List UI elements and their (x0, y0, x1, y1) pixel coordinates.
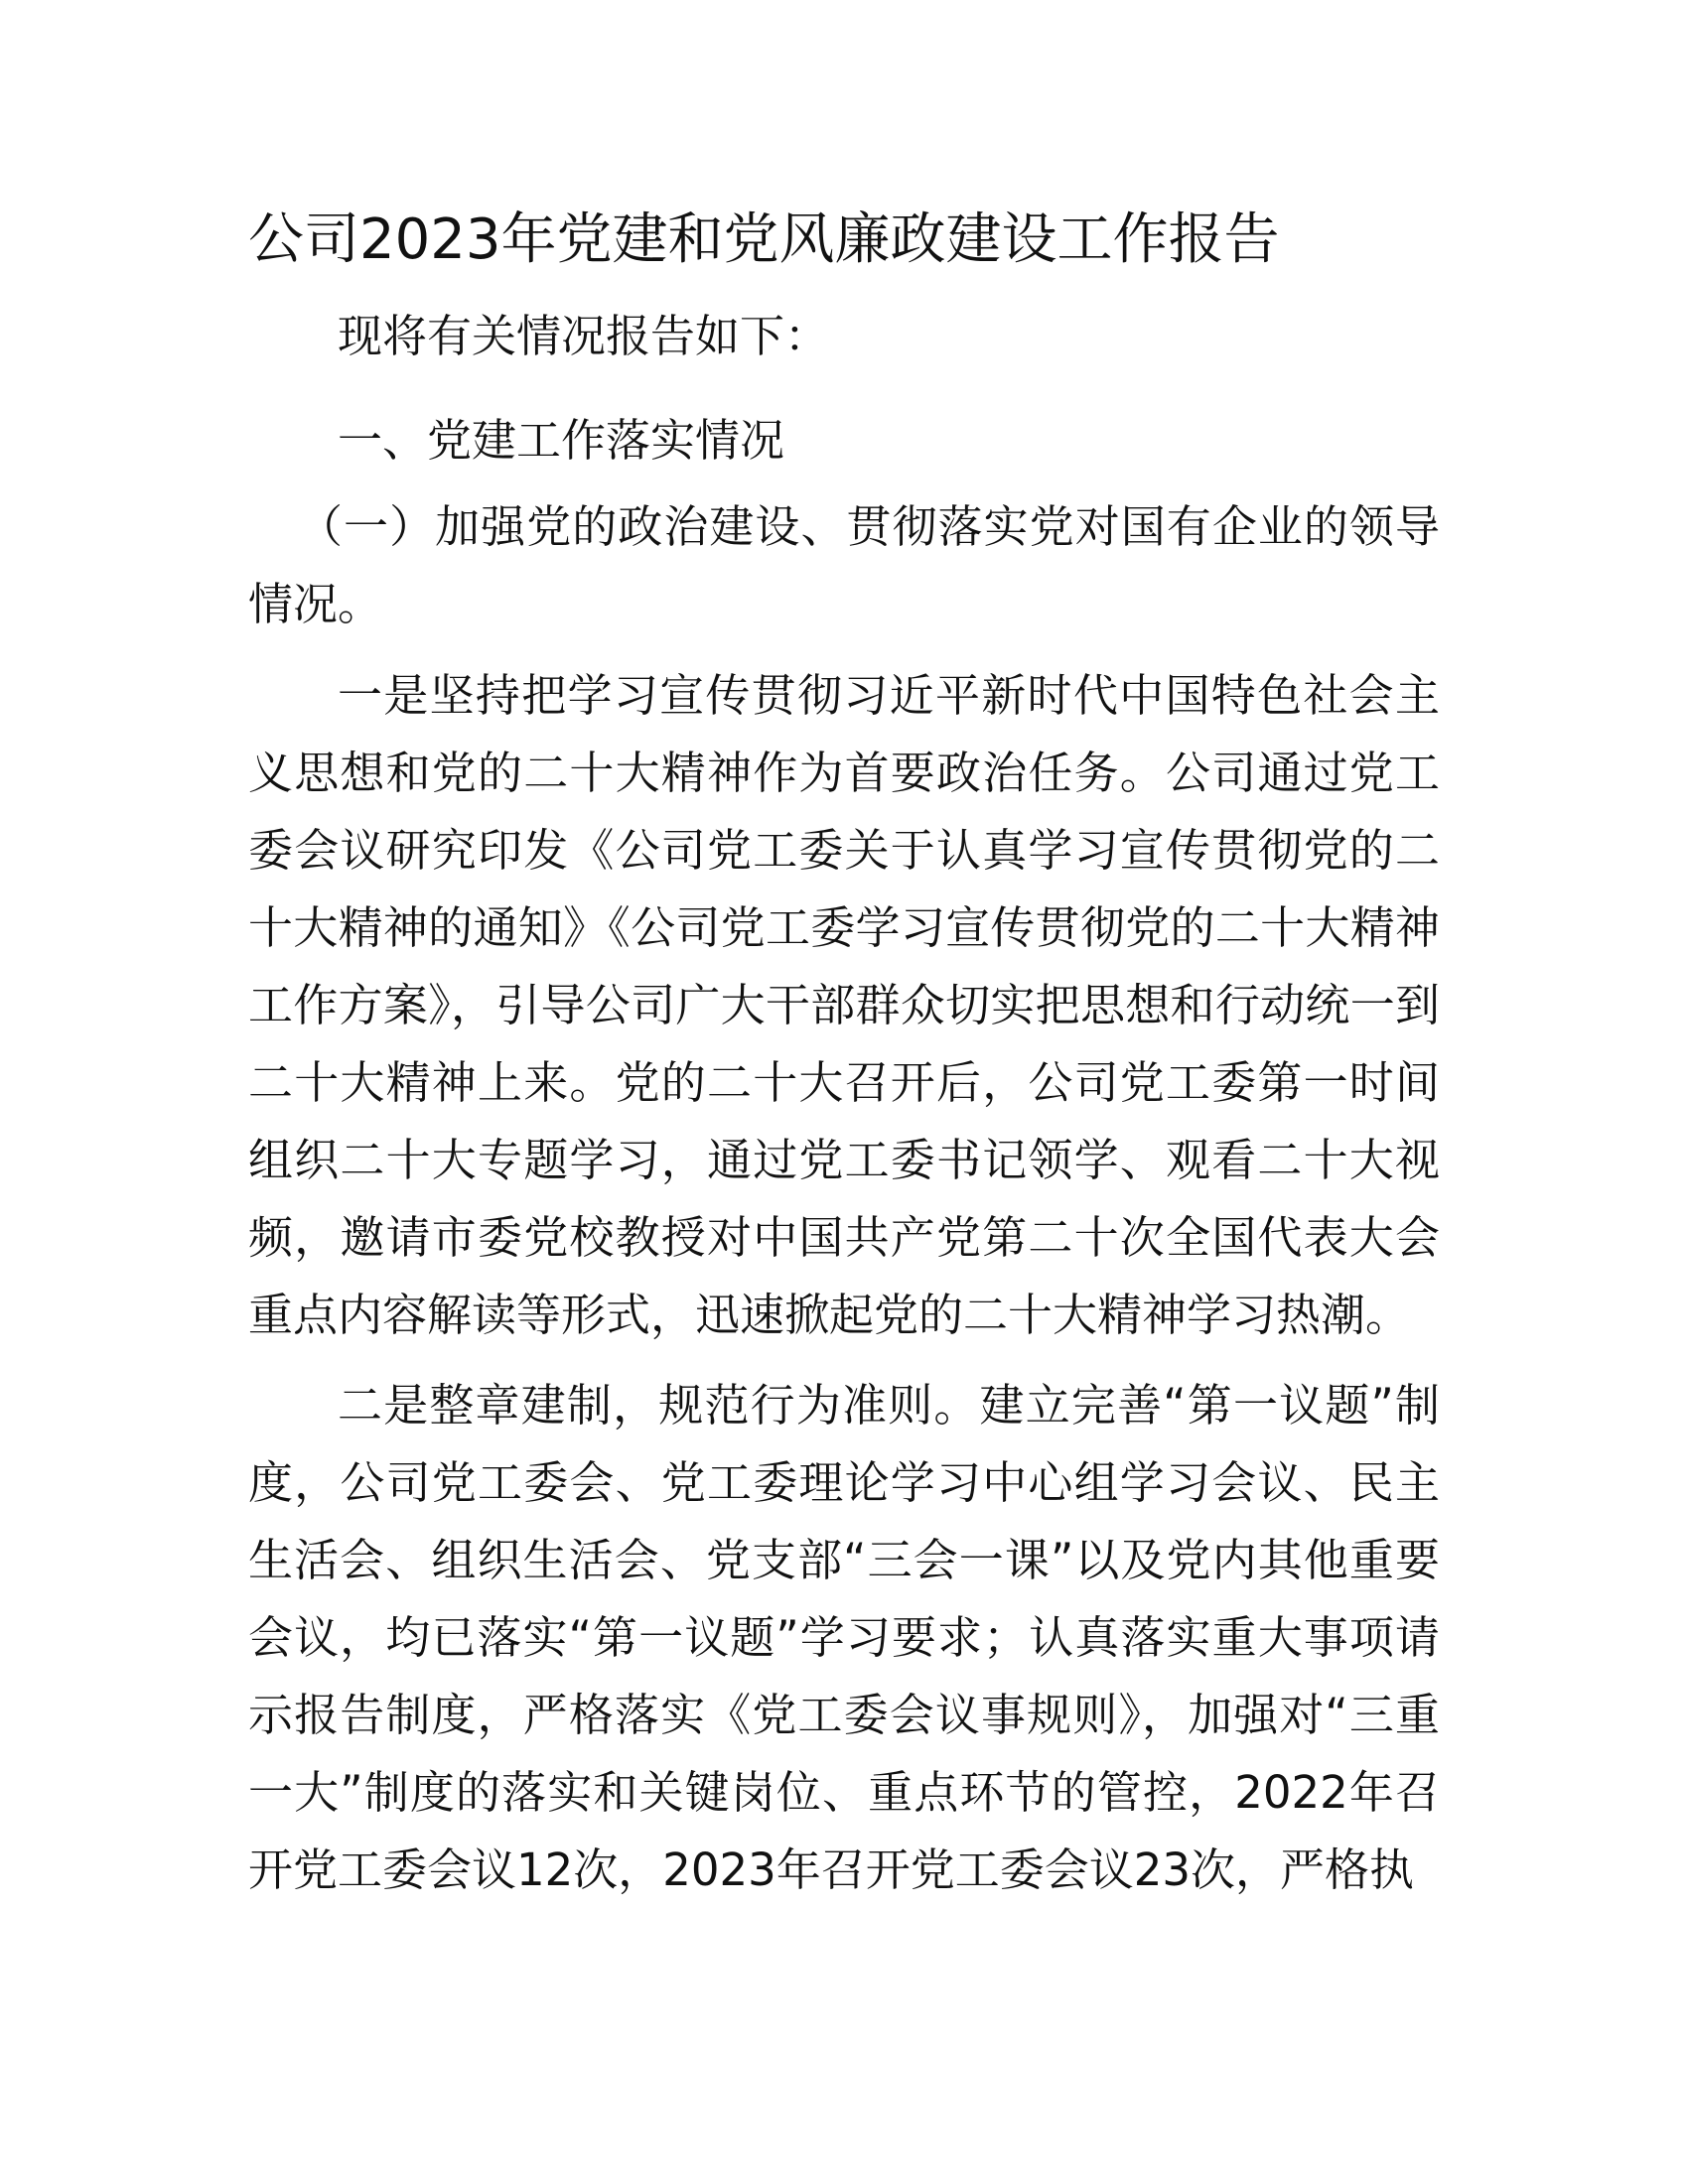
subsection-heading: （一）加强党的政治建设、贯彻落实党对国有企业的领导情况。 (248, 500, 1440, 630)
body-paragraph-1: 一是坚持把学习宣传贯彻习近平新时代中国特色社会主义思想和党的二十大精神作为首要政治任务。公司通过党工委会议研究印发《公司党工委关于认真学习宣传贯彻党的二十大精神的通知》《公司党工委学习宣传贯彻党的二十大精神工作方案》，引导公司广大干部群众切实把思想和行动统一到二十大精神上来。党的二十大召开后，公司党工委第一时间组织二十大专题学习，通过党工委书记领学、观看二十大视频，邀请市委党校教授对中国共产党第二十次全国代表大会重点内容解读等形式，迅速掀起党的二十大精神学习热潮。 (248, 669, 1440, 1341)
section-heading: 一、党建工作落实情况 (338, 414, 785, 467)
intro-paragraph: 现将有关情况报告如下： (338, 310, 830, 362)
body-paragraph-2: 二是整章建制，规范行为准则。建立完善“第一议题”制度，公司党工委会、党工委理论学习中心组学习会议、民主生活会、组织生活会、党支部“三会一课”以及党内其他重要会议，均已落实“第一议题”学习要求；认真落实重大事项请示报告制度，严格落实《党工委会议事规则》，加强对“三重一大”制度的落实和关键岗位、重点环节的管控，2022年召开党工委会议12次，2023年召开党工委会议23次，严格执 (248, 1379, 1440, 1896)
document-title: 公司2023年党建和党风廉政建设工作报告 (248, 207, 1280, 272)
